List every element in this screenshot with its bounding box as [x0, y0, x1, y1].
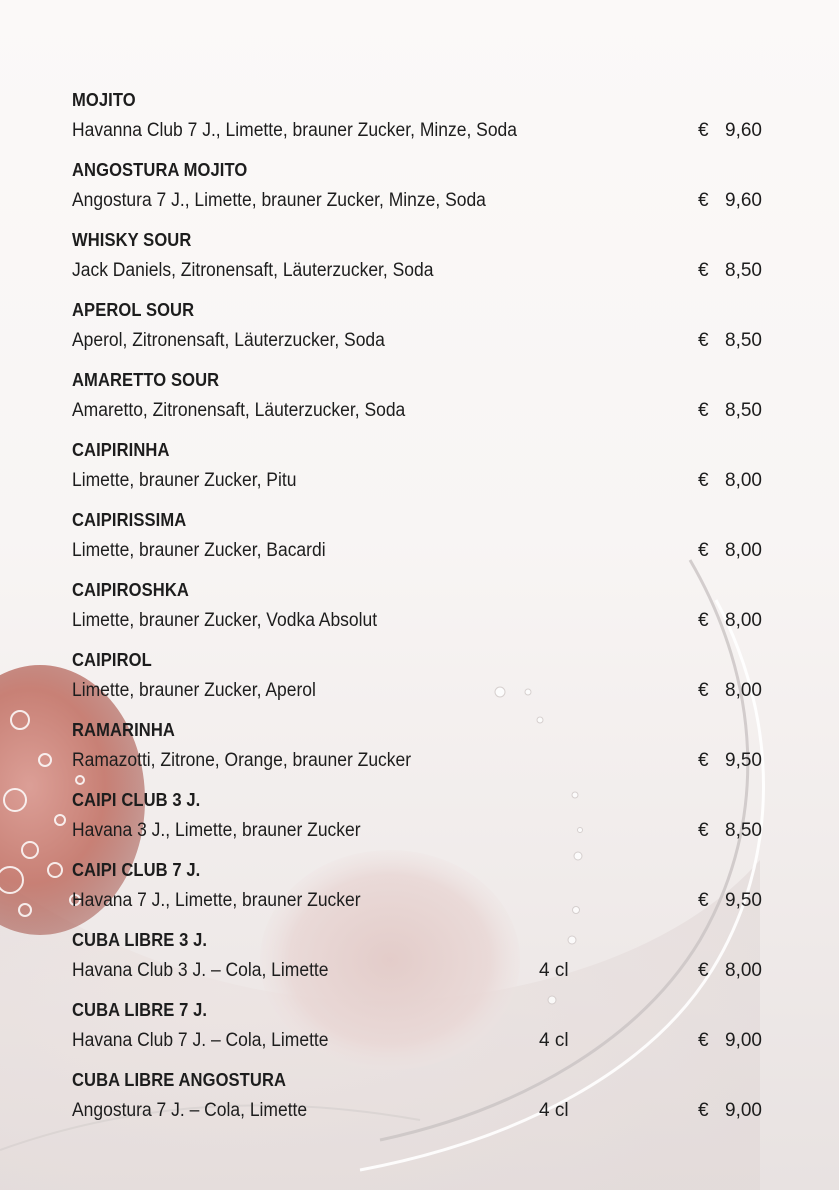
item-description: Limette, brauner Zucker, Vodka Absolut [72, 610, 378, 631]
item-currency: € [698, 190, 709, 211]
menu-item [72, 508, 762, 578]
item-name: CAIPI CLUB 7 J. [72, 860, 201, 880]
item-price: 8,00 [725, 680, 762, 701]
item-name: ANGOSTURA MOJITO [72, 160, 248, 180]
menu-item [72, 578, 762, 648]
item-price: 8,00 [725, 540, 762, 561]
item-description: Havana 3 J., Limette, brauner Zucker [72, 820, 361, 841]
menu-item [72, 228, 762, 298]
menu-item [72, 158, 762, 228]
item-volume: 4 cl [539, 1100, 569, 1121]
item-name: CUBA LIBRE ANGOSTURA [72, 1070, 287, 1090]
item-description: Limette, brauner Zucker, Bacardi [72, 540, 326, 561]
item-currency: € [698, 960, 709, 981]
item-currency: € [698, 820, 709, 841]
menu-item [72, 298, 762, 368]
item-currency: € [698, 1100, 709, 1121]
item-name: AMARETTO SOUR [72, 370, 220, 390]
item-name: CAIPIRISSIMA [72, 510, 187, 530]
item-currency: € [698, 470, 709, 491]
item-currency: € [698, 1030, 709, 1051]
menu-item [72, 1068, 762, 1138]
item-description: Angostura 7 J. – Cola, Limette [72, 1100, 308, 1121]
menu-item [72, 438, 762, 508]
item-name: CUBA LIBRE 3 J. [72, 930, 208, 950]
item-description: Limette, brauner Zucker, Aperol [72, 680, 316, 701]
item-name: WHISKY SOUR [72, 230, 192, 250]
item-volume: 4 cl [539, 1030, 569, 1051]
item-price: 8,00 [725, 610, 762, 631]
item-description: Ramazotti, Zitrone, Orange, brauner Zucker [72, 750, 412, 771]
item-description: Havana Club 7 J. – Cola, Limette [72, 1030, 329, 1051]
item-name: CAIPIROL [72, 650, 152, 670]
menu-item [72, 998, 762, 1068]
item-name: CAIPIROSHKA [72, 580, 189, 600]
item-price: 8,50 [725, 400, 762, 421]
item-price: 8,50 [725, 260, 762, 281]
item-name: RAMARINHA [72, 720, 175, 740]
item-volume: 4 cl [539, 960, 569, 981]
item-description: Havana Club 3 J. – Cola, Limette [72, 960, 329, 981]
item-price: 9,60 [725, 120, 762, 141]
item-price: 9,00 [725, 1030, 762, 1051]
menu-item [72, 788, 762, 858]
item-price: 8,00 [725, 470, 762, 491]
item-currency: € [698, 890, 709, 911]
item-price: 8,50 [725, 330, 762, 351]
item-price: 9,60 [725, 190, 762, 211]
item-name: MOJITO [72, 90, 136, 110]
item-name: CUBA LIBRE 7 J. [72, 1000, 208, 1020]
menu-item [72, 718, 762, 788]
item-name: CAIPIRINHA [72, 440, 170, 460]
item-currency: € [698, 120, 709, 141]
item-description: Aperol, Zitronensaft, Läuterzucker, Soda [72, 330, 385, 351]
cocktail-menu [72, 88, 762, 1138]
item-currency: € [698, 330, 709, 351]
item-description: Limette, brauner Zucker, Pitu [72, 470, 297, 491]
item-description: Havana 7 J., Limette, brauner Zucker [72, 890, 361, 911]
item-price: 9,50 [725, 750, 762, 771]
menu-item [72, 368, 762, 438]
item-currency: € [698, 260, 709, 281]
item-description: Havanna Club 7 J., Limette, brauner Zucker, Minze, Soda [72, 120, 518, 141]
item-description: Jack Daniels, Zitronensaft, Läuterzucker, Soda [72, 260, 434, 281]
item-description: Amaretto, Zitronensaft, Läuterzucker, Soda [72, 400, 406, 421]
menu-item [72, 88, 762, 158]
item-currency: € [698, 750, 709, 771]
menu-item [72, 928, 762, 998]
item-currency: € [698, 540, 709, 561]
menu-item [72, 858, 762, 928]
item-description: Angostura 7 J., Limette, brauner Zucker, Minze, Soda [72, 190, 486, 211]
item-price: 9,00 [725, 1100, 762, 1121]
item-price: 8,50 [725, 820, 762, 841]
item-name: APEROL SOUR [72, 300, 195, 320]
item-currency: € [698, 680, 709, 701]
item-name: CAIPI CLUB 3 J. [72, 790, 201, 810]
item-price: 8,00 [725, 960, 762, 981]
menu-item [72, 648, 762, 718]
item-price: 9,50 [725, 890, 762, 911]
item-currency: € [698, 610, 709, 631]
item-currency: € [698, 400, 709, 421]
